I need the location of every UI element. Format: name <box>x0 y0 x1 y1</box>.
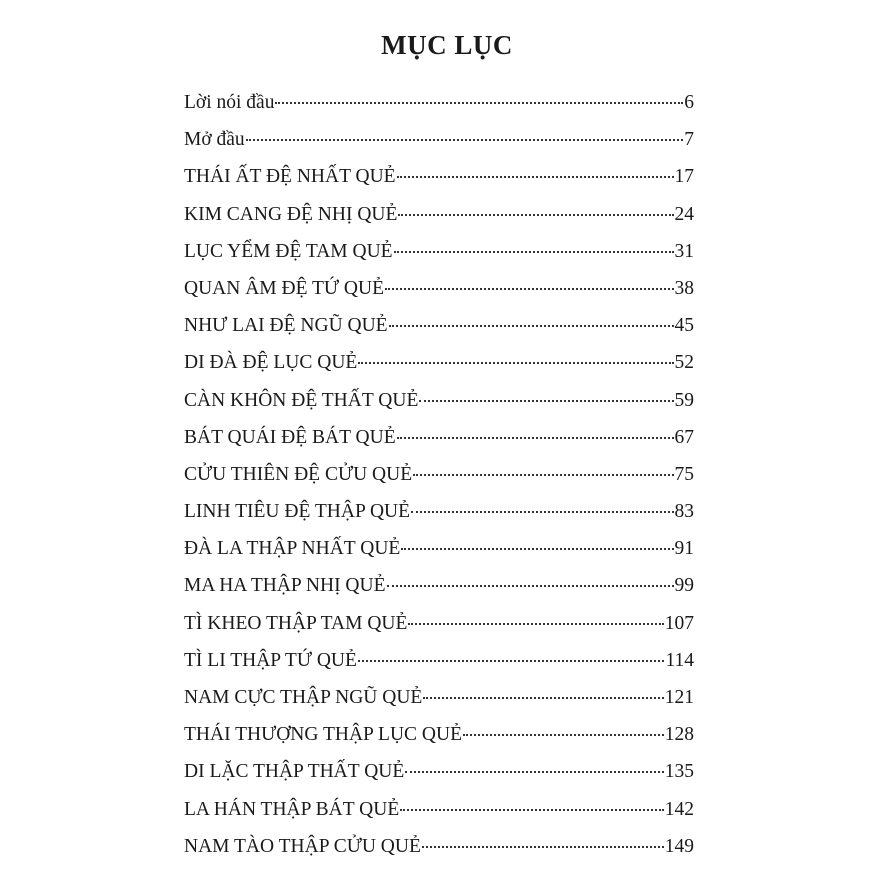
dot-leader <box>463 733 664 736</box>
toc-entry-title: QUAN ÂM ĐỆ TỨ QUẺ <box>184 277 385 299</box>
toc-entry-title: LINH TIÊU ĐỆ THẬP QUẺ <box>184 501 411 523</box>
toc-entry <box>184 84 694 121</box>
dot-leader <box>358 361 673 364</box>
dot-leader <box>413 473 673 476</box>
toc-entry <box>184 419 694 456</box>
toc-entry <box>184 493 694 530</box>
toc-entry-title: Mở đầu <box>184 129 245 151</box>
toc-entry-page-number: 149 <box>664 835 694 857</box>
toc-entry <box>184 753 694 790</box>
toc-entry-title: LA HÁN THẬP BÁT QUẺ <box>184 798 400 820</box>
toc-entry-page-number: 17 <box>674 166 694 188</box>
toc-entry-page-number: 99 <box>674 575 694 597</box>
toc-entry-page-number: 142 <box>664 798 694 820</box>
toc-entry <box>184 642 694 679</box>
toc-entry-page-number: 7 <box>684 129 694 151</box>
toc-entry-title: BÁT QUÁI ĐỆ BÁT QUẺ <box>184 426 396 448</box>
toc-entry-title: CỬU THIÊN ĐỆ CỬU QUẺ <box>184 463 413 485</box>
toc-entry-title: KIM CANG ĐỆ NHỊ QUẺ <box>184 203 398 225</box>
dot-leader <box>358 659 665 662</box>
toc-entry-page-number: 59 <box>674 389 694 411</box>
dot-leader <box>400 808 664 811</box>
dot-leader <box>423 696 663 699</box>
dot-leader <box>387 584 674 587</box>
toc-entry-page-number: 67 <box>674 426 694 448</box>
toc-entry <box>184 233 694 270</box>
toc-entry <box>184 828 694 865</box>
dot-leader <box>397 175 674 178</box>
dot-leader <box>401 547 673 550</box>
dot-leader <box>419 399 673 402</box>
toc-entry-page-number: 6 <box>684 92 694 113</box>
toc-entry-title: TÌ KHEO THẬP TAM QUẺ <box>184 612 408 634</box>
toc-entry-title: CÀN KHÔN ĐỆ THẤT QUẺ <box>184 389 419 411</box>
toc-entry-title: Lời nói đầu <box>184 92 275 113</box>
toc-entry <box>184 196 694 233</box>
dot-leader <box>408 622 663 625</box>
toc-entry <box>184 456 694 493</box>
toc-entry-title: NHƯ LAI ĐỆ NGŨ QUẺ <box>184 315 388 337</box>
toc-entry-page-number: 91 <box>674 538 694 560</box>
dot-leader <box>398 213 673 216</box>
toc-entry <box>184 344 694 381</box>
table-of-contents <box>184 84 694 865</box>
toc-entry-title: MA HA THẬP NHỊ QUẺ <box>184 575 386 597</box>
dot-leader <box>422 845 664 848</box>
toc-entry-title: ĐÀ LA THẬP NHẤT QUẺ <box>184 538 401 560</box>
toc-entry-page-number: 83 <box>674 501 694 523</box>
toc-entry <box>184 716 694 753</box>
toc-entry <box>184 382 694 419</box>
toc-entry-page-number: 107 <box>664 612 694 634</box>
toc-entry-page-number: 52 <box>674 352 694 374</box>
toc-entry <box>184 791 694 828</box>
toc-entry-title: TÌ LI THẬP TỨ QUẺ <box>184 649 357 671</box>
toc-entry <box>184 307 694 344</box>
toc-entry-page-number: 31 <box>674 240 694 262</box>
toc-entry-title: NAM TÀO THẬP CỬU QUẺ <box>184 835 421 857</box>
toc-entry-page-number: 38 <box>674 277 694 299</box>
dot-leader <box>411 510 673 513</box>
toc-entry <box>184 270 694 307</box>
toc-entry-page-number: 75 <box>674 463 694 485</box>
toc-entry-title: DI ĐÀ ĐỆ LỤC QUẺ <box>184 352 358 374</box>
toc-entry-title: THÁI THƯỢNG THẬP LỤC QUẺ <box>184 724 463 746</box>
toc-entry <box>184 158 694 195</box>
dot-leader <box>275 101 683 104</box>
toc-entry-page-number: 128 <box>664 724 694 746</box>
toc-entry-title: NAM CỰC THẬP NGŨ QUẺ <box>184 687 423 708</box>
toc-entry-title: DI LẶC THẬP THẤT QUẺ <box>184 761 405 783</box>
toc-entry-page-number: 24 <box>674 203 694 225</box>
toc-entry-title: THÁI ẤT ĐỆ NHẤT QUẺ <box>184 166 396 188</box>
toc-entry <box>184 605 694 642</box>
dot-leader <box>397 436 674 439</box>
toc-entry-page-number: 114 <box>665 649 694 671</box>
toc-entry-page-number: 135 <box>664 761 694 783</box>
dot-leader <box>385 287 673 290</box>
toc-entry <box>184 121 694 158</box>
toc-entry <box>184 530 694 567</box>
toc-entry <box>184 679 694 716</box>
page-title: MỤC LỤC <box>381 30 513 60</box>
dot-leader <box>394 250 674 253</box>
toc-entry-title: LỤC YỂM ĐỆ TAM QUẺ <box>184 240 393 262</box>
toc-entry <box>184 567 694 604</box>
dot-leader <box>246 138 684 141</box>
toc-entry-page-number: 121 <box>664 687 694 708</box>
dot-leader <box>405 770 663 773</box>
dot-leader <box>389 324 674 327</box>
toc-entry-page-number: 45 <box>674 315 694 337</box>
